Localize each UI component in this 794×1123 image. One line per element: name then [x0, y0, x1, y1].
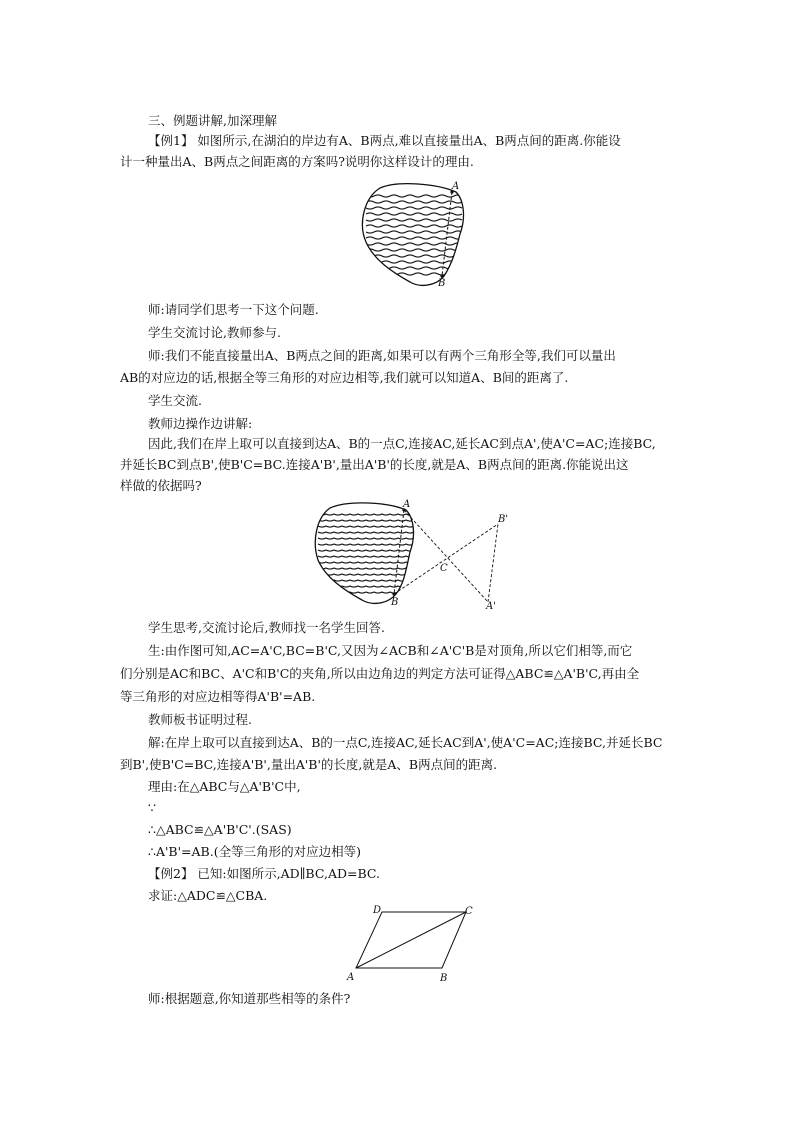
ripple-line	[318, 562, 414, 563]
para-9: 教师板书证明过程.	[148, 712, 252, 727]
water-ripples	[318, 514, 414, 593]
para-12: ∵	[148, 800, 156, 815]
example-1-text: 如图所示,在湖泊的岸边有A、B两点,难以直接量出A、B两点间的距离.你能设	[193, 133, 621, 148]
label-d: D	[373, 905, 382, 916]
lake-figure-1	[358, 178, 468, 290]
ripple-line	[366, 267, 462, 269]
section-title: 三、例题讲解,加深理解	[148, 113, 277, 128]
para-10-line-2: 到B',使B'C=BC,连接A'B',量出A'B'的长度,就是A、B两点间的距离.	[120, 757, 498, 772]
ripple-line	[318, 526, 414, 527]
ripple-line	[318, 568, 414, 569]
example-1-tag: 【例1】	[148, 133, 194, 148]
ripple-line	[366, 201, 462, 203]
para-4: 学生交流.	[148, 393, 202, 408]
para-14: ∴A'B'=AB.(全等三角形的对应边相等)	[148, 844, 361, 859]
example-2-text: 已知:如图所示,AD∥BC,AD=BC.	[193, 866, 380, 881]
ripple-line	[366, 219, 462, 221]
ripple-line	[366, 255, 462, 257]
para-13: ∴△ABC≌△A'B'C'.(SAS)	[148, 822, 292, 837]
lake-outline	[362, 184, 463, 286]
example-2-line	[148, 865, 380, 883]
ripple-line	[318, 520, 414, 521]
para-8-line-2: 们分别是AC和BC、A'C和B'C的夹角,所以由边角边的判定方法可证得△ABC≌△A'B'C,再由全	[120, 666, 640, 681]
label-a: A	[347, 972, 355, 983]
label-b: B	[438, 278, 446, 289]
para-1: 师:请同学们思考一下这个问题.	[148, 302, 319, 317]
point-b	[392, 592, 395, 595]
ripple-line	[318, 574, 414, 575]
segment-a2-b2	[488, 524, 498, 602]
label-c: C	[465, 906, 473, 917]
label-b: B	[391, 597, 399, 608]
ripple-line	[366, 249, 462, 251]
para-5: 教师边操作边讲解:	[148, 416, 253, 431]
ripple-line	[366, 273, 462, 275]
label-a: A	[452, 181, 460, 192]
para-2: 学生交流讨论,教师参与.	[148, 325, 281, 340]
ripple-line	[318, 592, 414, 593]
para-11: 理由:在△ABC与△A'B'C中,	[148, 779, 301, 794]
parallelogram-figure	[346, 904, 486, 988]
label-b: B	[440, 973, 448, 984]
para-6-line-1: 因此,我们在岸上取可以直接到达A、B的一点C,连接AC,延长AC到点A',使A'C=AC;连接BC,	[148, 436, 656, 451]
label-b-prime: B'	[498, 514, 509, 525]
example-1-line-1	[148, 132, 621, 150]
para-15: 求证:△ADC≌△CBA.	[148, 888, 268, 903]
water-ripples	[366, 195, 462, 275]
ripple-line	[318, 538, 414, 539]
ripple-line	[318, 586, 414, 587]
lake-figure-2	[312, 498, 522, 610]
example-1-line-2: 计一种量出A、B两点之间距离的方案吗?说明你这样设计的理由.	[120, 154, 474, 169]
para-7: 学生思考,交流讨论后,教师找一名学生回答.	[148, 620, 385, 635]
ripple-line	[318, 514, 414, 515]
label-a-prime: A'	[486, 601, 496, 612]
para-8-line-3: 等三角形的对应边相等得A'B'=AB.	[120, 689, 316, 704]
para-10-line-1: 解:在岸上取可以直接到达A、B的一点C,连接AC,延长AC到A',使A'C=AC;连接BC,并延长BC	[148, 735, 663, 750]
lake-outline	[315, 503, 413, 603]
label-c: C	[440, 563, 448, 574]
ripple-line	[366, 213, 462, 215]
ripple-line	[366, 195, 462, 197]
ripple-line	[366, 207, 462, 209]
para-16: 师:根据题意,你知道那些相等的条件?	[148, 991, 351, 1006]
ripple-line	[366, 237, 462, 239]
para-6-line-3: 样做的依据吗?	[120, 478, 202, 493]
segment-b-b2	[394, 524, 498, 594]
segment-a-a2	[404, 510, 488, 602]
para-6-line-2: 并延长BC到点B',使B'C=BC.连接A'B',量出A'B'的长度,就是A、B两点间的距离.你能说出这	[120, 457, 629, 472]
para-3-line-2: AB的对应边的话,根据全等三角形的对应边相等,我们就可以知道A、B间的距离了.	[120, 370, 569, 385]
ripple-line	[366, 243, 462, 245]
ripple-line	[318, 556, 414, 557]
label-a: A	[403, 499, 411, 510]
para-8-line-1: 生:由作图可知,AC=A'C,BC=B'C,又因为∠ACB和∠A'C'B是对顶角,所以它们相等,而它	[148, 643, 633, 658]
diagonal-ac	[356, 912, 466, 968]
ripple-line	[318, 532, 414, 533]
para-3-line-1: 师:我们不能直接量出A、B两点之间的距离,如果可以有两个三角形全等,我们可以量出	[148, 348, 616, 363]
example-2-tag: 【例2】	[148, 866, 194, 881]
